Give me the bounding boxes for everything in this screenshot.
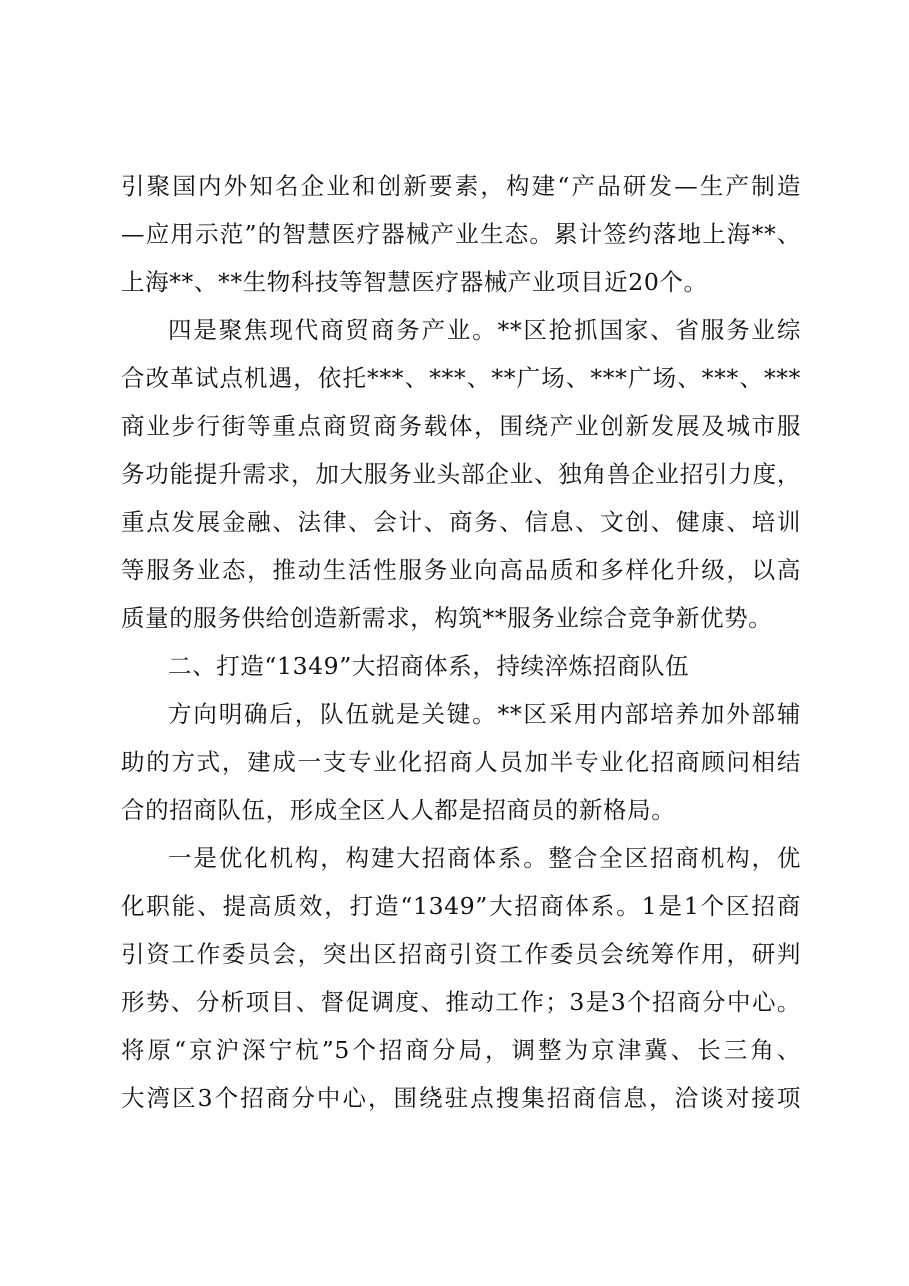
text-line: —应用示范”的智慧医疗器械产业生态。累计签约落地上海**、 <box>121 220 801 248</box>
text-line: 等服务业态，推动生活性服务业向高品质和多样化升级，以高 <box>121 556 801 584</box>
text-line: 引资工作委员会，突出区招商引资工作委员会统筹作用，研判 <box>121 940 801 968</box>
text-line: 引聚国内外知名企业和创新要素，构建“产品研发—生产制造 <box>121 172 801 200</box>
paragraph-start-line: 一是优化机构，构建大招商体系。整合全区招商机构，优 <box>168 844 801 872</box>
text-line: 质量的服务供给创造新需求，构筑**服务业综合竞争新优势。 <box>121 604 773 632</box>
text-line: 形势、分析项目、督促调度、推动工作；3是3个招商分中心。 <box>121 988 801 1016</box>
text-line: 合的招商队伍，形成全区人人都是招商员的新格局。 <box>121 796 676 824</box>
paragraph-start-line: 方向明确后，队伍就是关键。**区采用内部培养加外部辅 <box>168 700 801 728</box>
document-body <box>121 162 801 1122</box>
text-line: 商业步行街等重点商贸商务载体，围绕产业创新发展及城市服 <box>121 412 801 440</box>
text-line: 务功能提升需求，加大服务业头部企业、独角兽企业招引力度， <box>121 460 801 488</box>
text-line: 助的方式，建成一支专业化招商人员加半专业化招商顾问相结 <box>121 748 801 776</box>
text-line: 将原“京沪深宁杭”5个招商分局，调整为京津冀、长三角、 <box>121 1036 801 1064</box>
text-line: 上海**、**生物科技等智慧医疗器械产业项目近20个。 <box>121 268 708 296</box>
text-line: 重点发展金融、法律、会计、商务、信息、文创、健康、培训 <box>121 508 801 536</box>
text-line: 合改革试点机遇，依托***、***、**广场、***广场、***、*** <box>121 364 801 392</box>
section-heading: 二、打造“1349”大招商体系，持续淬炼招商队伍 <box>168 652 690 680</box>
text-line: 大湾区3个招商分中心，围绕驻点搜集招商信息，洽谈对接项 <box>121 1084 801 1112</box>
paragraph-start-line: 四是聚焦现代商贸商务产业。**区抢抓国家、省服务业综 <box>168 316 801 344</box>
text-line: 化职能、提高质效，打造“1349”大招商体系。1是1个区招商 <box>121 892 801 920</box>
